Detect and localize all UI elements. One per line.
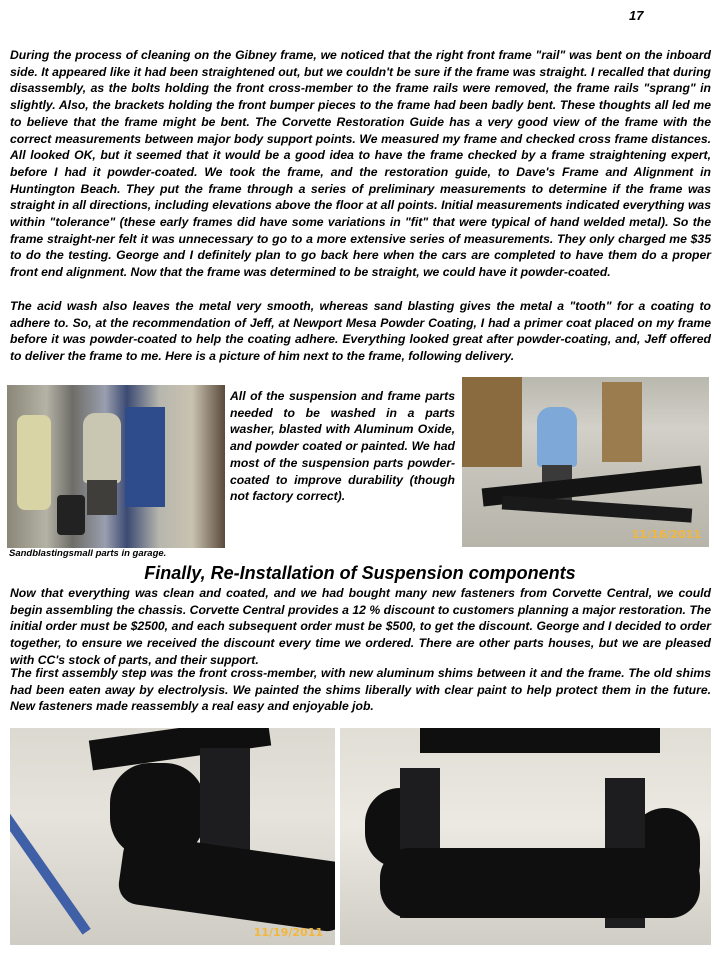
person-at-cabinet xyxy=(83,413,121,483)
shelving xyxy=(462,377,522,467)
crossmember-beam xyxy=(116,832,335,933)
person-legs xyxy=(87,480,117,515)
frame-delivery-photo xyxy=(462,377,709,547)
man-next-to-frame xyxy=(537,407,577,467)
floor-stripe xyxy=(10,781,91,934)
blast-cabinet xyxy=(125,407,165,507)
crossmember-beam xyxy=(380,848,700,918)
frame-rail-top xyxy=(420,728,660,753)
crossmember-photo-right xyxy=(340,728,711,945)
paragraph-powder-coating: The acid wash also leaves the metal very smooth, whereas sand blasting gives the metal a "tooth" for a coating to adhere to. So, at the recommendation of Jeff, at Newport Mesa Powder Coating, I had a primer coat placed on my frame before it was powder-coated to help the coating adhere. Everything looked great after powder-coating, and, Jeff offered to deliver the frame to me. Here is a picture of him next to the frame, following delivery. xyxy=(10,299,711,364)
shelving-right xyxy=(602,382,642,462)
photo-date-stamp: 11/19/2011 xyxy=(253,926,323,939)
air-compressor xyxy=(17,415,51,510)
paragraph-fasteners: Now that everything was clean and coated, and we had bought many new fasteners from Corvette Central, we could begin assembling the chassis. Corvette Central provides a 12 % discount to customers planning a major restoration. The initial order must be $2500, and each subsequent order must be $500, to get the discount. George and I decided to order together, to ensure we received the discount every time we ordered. There are other parts houses, but we are pleased with CC's stock of parts, and their support. xyxy=(10,586,711,667)
garage-sandblasting-photo xyxy=(7,385,225,548)
photo-caption: Sandblastingsmall parts in garage. xyxy=(9,548,167,559)
page-number: 17 xyxy=(629,8,644,23)
frame-rail-lower xyxy=(502,495,693,522)
paragraph-frame-inspection: During the process of cleaning on the Gibney frame, we noticed that the right front frame "rail" was bent on the inboard side. It appeared like it had been straightened out, but we couldn't be sure if the frame was straight. I recalled that during disassembly, as the bolts holding the front cross-member to the frame rails were removed, the frame rails "sprang" in slightly. Also, the brackets holding the front bumper pieces to the frame had been badly bent. These thoughts all led me to believe that the frame might be bent. The Corvette Restoration Guide has a very good view of the frame with the correct measurements between major body support points. We measured my frame and checked cross frame distances. All looked OK, but it seemed that it would be a good idea to have the frame checked by a frame straightening expert, before I had it powder-coated. We took the frame, and the restoration guide, to Dave's Frame and Alignment in Huntington Beach. They put the frame through a series of preliminary measurements to determine if the frame was straight in all directions, including elevations above the floor at all points. Initial measurements indicated everything was within "tolerance" (these early frames did have some variations in "fit" that were typical of hand welded metal). So the frame straight-ner felt it was unnecessary to go to a more extensive series of measurements. They only charged me $35 to do the testing. George and I definitely plan to go back here when the cars are completed to have them do a proper front end alignment. Now that the frame was determined to be straight, we could have it powder-coated. xyxy=(10,48,711,280)
crossmember-photo-left xyxy=(10,728,335,945)
stool xyxy=(57,495,85,535)
paragraph-assembly: The first assembly step was the front cross-member, with new aluminum shims between it and the frame. The old shims had been eaten away by electrolysis. We painted the shims liberally with clear paint to help protect them in the future. New fasteners made reassembly a real easy and enjoyable job. xyxy=(10,666,711,714)
section-heading: Finally, Re-Installation of Suspension components xyxy=(144,563,576,583)
photo-date-stamp: 11/16/2011 xyxy=(631,528,701,541)
suspension-parts-text: All of the suspension and frame parts needed to be washed in a parts washer, blasted with Aluminum Oxide, and powder coated or painted. We had most of the suspension parts powder-coated to improve durability (though not factory correct). xyxy=(230,389,455,504)
